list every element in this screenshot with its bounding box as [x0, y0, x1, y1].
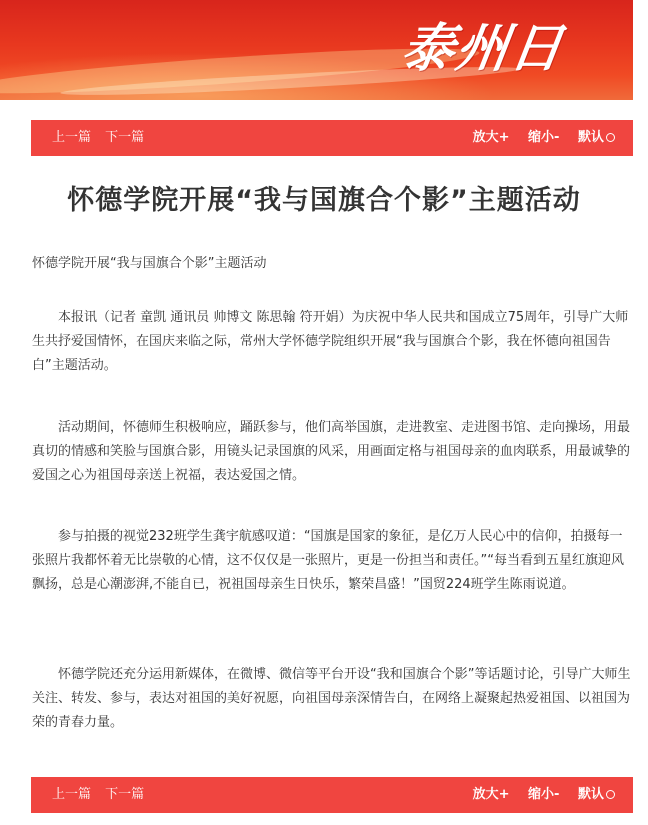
next-article-link[interactable]: 下一篇 [105, 787, 145, 802]
zoom-out-button[interactable] [528, 130, 559, 145]
article-toolbar-bottom [31, 777, 633, 813]
circle-icon [606, 790, 615, 799]
header-banner [0, 0, 633, 100]
article-nav [52, 777, 154, 813]
article-paragraph: 本报讯（记者 童凯 通讯员 帅博文 陈思翰 符开娟）为庆祝中华人民共和国成立75周年，引导广大师生共抒爱国情怀，在国庆来临之际，常州大学怀德学院组织开展“我与国旗合个影，我在怀德向祖国告白”主题活动。 [32, 310, 629, 373]
font-size-controls [459, 120, 615, 156]
prev-article-link[interactable]: 上一篇 [52, 787, 92, 802]
zoom-out-button[interactable] [528, 787, 559, 802]
default-size-label: 默认 [577, 130, 604, 145]
newspaper-logo[interactable] [378, 6, 588, 92]
zoom-out-label: 缩小- [528, 130, 560, 145]
zoom-out-label: 缩小- [528, 787, 560, 802]
article-nav [52, 120, 154, 156]
font-size-controls [459, 777, 615, 813]
article-title: 怀德学院开展“我与国旗合个影”主题活动 [67, 185, 581, 216]
article-paragraph: 参与拍摄的视觉232班学生龚宇航感叹道：“国旗是国家的象征，是亿万人民心中的信仰，拍摄每一张照片我都怀着无比崇敬的心情，这不仅仅是一张照片，更是一份担当和责任。”“每当看到五星红旗迎风飘扬，总是心潮澎湃,不能自已，祝祖国母亲生日快乐，繁荣昌盛！”国贸224班学生陈雨说道。 [32, 529, 624, 592]
default-size-button[interactable] [578, 130, 615, 145]
default-size-label: 默认 [577, 787, 604, 802]
article-paragraph: 怀德学院还充分运用新媒体，在微博、微信等平台开设“我和国旗合个影”等话题讨论，引导广大师生关注、转发、参与，表达对祖国的美好祝愿，向祖国母亲深情告白，在网络上凝聚起热爱祖国、以祖国为荣的青春力量。 [32, 667, 631, 730]
article-toolbar-top [31, 120, 633, 156]
newspaper-logo-text: 泰州日报 [397, 18, 569, 79]
default-size-button[interactable] [578, 787, 615, 802]
article-paragraph: 活动期间，怀德师生积极响应，踊跃参与，他们高举国旗，走进教室、走进图书馆、走向操场，用最真切的情感和笑脸与国旗合影，用镜头记录国旗的风采，用画面定格与祖国母亲的血肉联系，用最诚挚的爱国之心为祖国母亲送上祝福，表达爱国之情。 [32, 420, 631, 483]
zoom-in-button[interactable]: 放大+ [472, 787, 510, 802]
prev-article-link[interactable]: 上一篇 [52, 130, 92, 145]
article-subtitle: 怀德学院开展“我与国旗合个影”主题活动 [32, 256, 267, 271]
circle-icon [606, 133, 615, 142]
next-article-link[interactable]: 下一篇 [105, 130, 145, 145]
zoom-in-button[interactable]: 放大+ [472, 130, 510, 145]
